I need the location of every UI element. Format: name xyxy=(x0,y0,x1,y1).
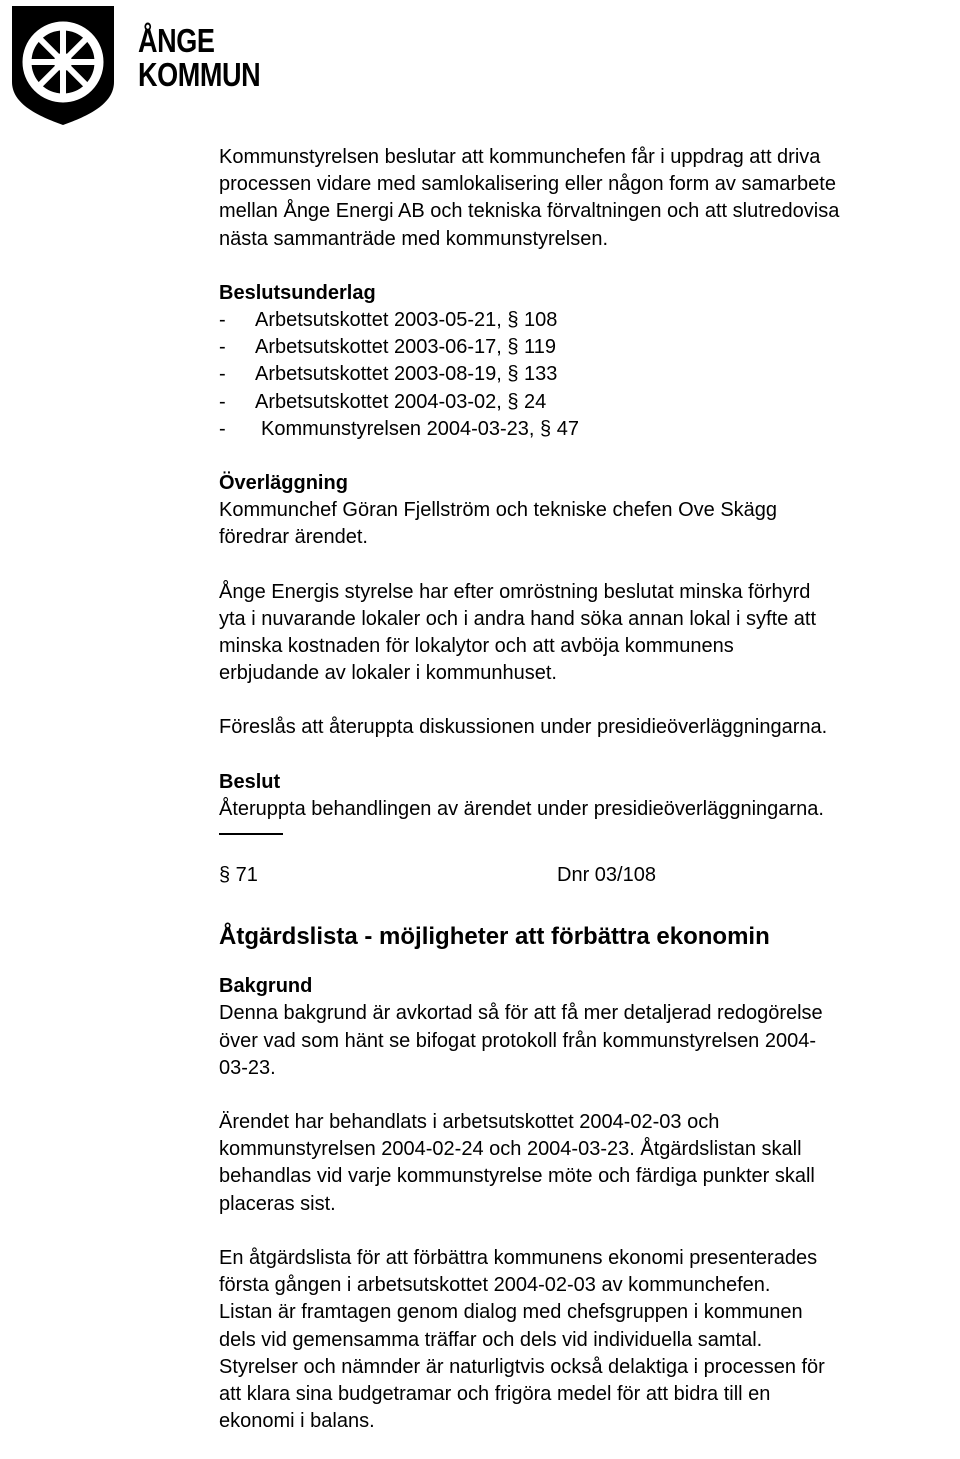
list-text: Kommunstyrelsen 2004-03-23, § 47 xyxy=(261,417,579,440)
list-dash: - xyxy=(219,309,226,332)
beslutsunderlag-list xyxy=(219,307,954,443)
list-dash: - xyxy=(219,363,226,386)
section-header xyxy=(219,862,954,889)
overlaggning-paragraph xyxy=(219,497,954,551)
atgardslista-paragraph xyxy=(219,1245,954,1435)
text-line: mellan Ånge Energi AB och tekniska förvaltningen och att slutredovisa xyxy=(219,200,840,223)
list-text: Arbetsutskottet 2003-05-21, § 108 xyxy=(255,309,558,332)
list-item xyxy=(219,307,954,334)
foreslas-paragraph: Föreslås att återuppta diskussionen under presidieöverläggningarna. xyxy=(219,716,828,739)
section-divider xyxy=(219,833,283,835)
text-line: minska kostnaden för lokalytor och att avböja kommunens xyxy=(219,635,734,658)
arendet-paragraph xyxy=(219,1109,954,1218)
list-dash: - xyxy=(219,417,226,440)
text-line: Listan är framtagen genom dialog med chefsgruppen i kommunen xyxy=(219,1301,803,1324)
section-title: Åtgärdslista - möjligheter att förbättra ekonomin xyxy=(219,923,770,951)
logo-wordmark xyxy=(138,24,260,92)
text-line: processen vidare med samlokalisering eller någon form av samarbete xyxy=(219,173,836,196)
list-item xyxy=(219,389,954,416)
logo-line-2: KOMMUN xyxy=(138,56,261,93)
list-text: Arbetsutskottet 2004-03-02, § 24 xyxy=(255,390,547,413)
text-line: Kommunstyrelsen beslutar att kommunchefen får i uppdrag att driva xyxy=(219,146,821,168)
text-line: En åtgärdslista för att förbättra kommunens ekonomi presenterades xyxy=(219,1246,818,1269)
diary-number: Dnr 03/108 xyxy=(557,864,656,887)
bakgrund-paragraph xyxy=(219,1000,954,1082)
text-line: Styrelser och nämnder är naturligtvis också delaktiga i processen för xyxy=(219,1355,825,1378)
beslut-paragraph: Återuppta behandlingen av ärendet under presidieöverläggningarna. xyxy=(219,797,824,820)
text-line: föredrar ärendet. xyxy=(219,526,368,549)
text-line: att klara sina budgetramar och frigöra medel för att bidra till en xyxy=(219,1382,771,1405)
text-line: Kommunchef Göran Fjellström och tekniske chefen Ove Skägg xyxy=(219,499,778,522)
list-item xyxy=(219,361,954,388)
text-line: yta i nuvarande lokaler och i andra hand söka annan lokal i syfte att xyxy=(219,607,817,630)
paragraph-number: § 71 xyxy=(219,864,258,887)
list-item xyxy=(219,416,954,443)
text-line: Ärendet har behandlats i arbetsutskottet 2004-02-03 och xyxy=(219,1111,720,1134)
beslutsunderlag-heading: Beslutsunderlag xyxy=(219,281,376,304)
text-line: ekonomi i balans. xyxy=(219,1410,375,1433)
beslut-heading: Beslut xyxy=(219,770,281,793)
text-line: erbjudande av lokaler i kommunhuset. xyxy=(219,662,557,685)
text-line: första gången i arbetsutskottet 2004-02-03 av kommunchefen. xyxy=(219,1274,771,1297)
text-line: dels vid gemensamma träffar och dels vid individuella samtal. xyxy=(219,1328,763,1351)
text-line: 03-23. xyxy=(219,1056,276,1079)
list-item xyxy=(219,334,954,361)
intro-paragraph xyxy=(219,144,954,253)
text-line: Ånge Energis styrelse har efter omröstning beslutat minska förhyrd xyxy=(219,580,811,603)
text-line: placeras sist. xyxy=(219,1192,336,1215)
text-line: behandlas vid varje kommunstyrelse möte och färdiga punkter skall xyxy=(219,1165,815,1188)
ange-energi-paragraph xyxy=(219,579,954,688)
coat-of-arms-wheel-icon xyxy=(8,4,118,126)
list-text: Arbetsutskottet 2003-06-17, § 119 xyxy=(255,336,556,359)
text-line: över vad som hänt se bifogat protokoll från kommunstyrelsen 2004- xyxy=(219,1029,816,1052)
list-text: Arbetsutskottet 2003-08-19, § 133 xyxy=(255,363,558,386)
overlaggning-heading: Överläggning xyxy=(219,472,348,495)
text-line: kommunstyrelsen 2004-02-24 och 2004-03-23. Åtgärdslistan skall xyxy=(219,1138,802,1161)
logo-line-1: ÅNGE xyxy=(138,22,215,59)
text-line: nästa sammanträde med kommunstyrelsen. xyxy=(219,227,609,250)
bakgrund-heading: Bakgrund xyxy=(219,975,313,998)
ange-kommun-logo xyxy=(8,4,118,126)
list-dash: - xyxy=(219,390,226,413)
document-body xyxy=(219,144,954,1435)
list-dash: - xyxy=(219,336,226,359)
text-line: Denna bakgrund är avkortad så för att få mer detaljerad redogörelse xyxy=(219,1002,823,1025)
